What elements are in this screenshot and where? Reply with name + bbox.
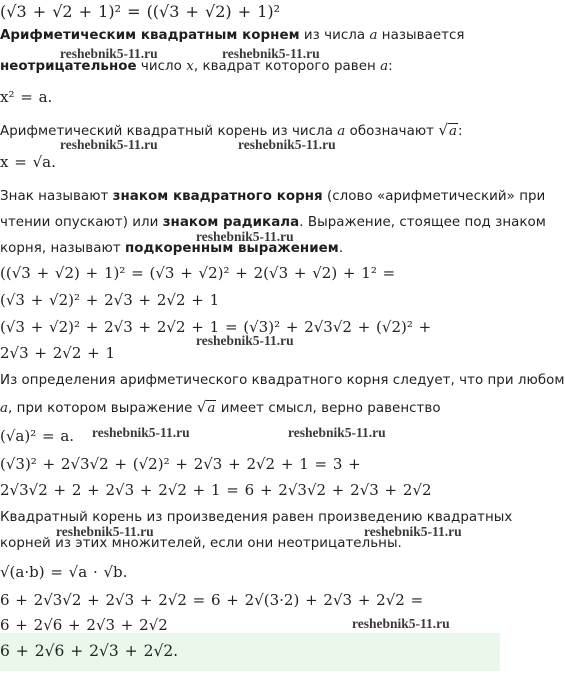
product-line-1: Квадратный корень из произведения равен произведению квадратных: [0, 510, 513, 525]
step1-line-1: ((√3 + √2) + 1)² = (√3 + √2)² + 2(√3 + √2) + 1² =: [0, 264, 396, 282]
watermark: reshebnik5-11.ru: [196, 229, 294, 244]
step4-line-2: 6 + 2√6 + 2√3 + 2√2: [0, 616, 168, 634]
sqrt-a: √a: [438, 121, 457, 139]
watermark: reshebnik5-11.ru: [352, 616, 450, 631]
property-line-2: a, при котором выражение √a имеет смысл, верно равенство: [0, 398, 441, 416]
step2-line-1: (√3 + √2)² + 2√3 + 2√2 + 1 = (√3)² + 2√3√2 + (√2)² +: [0, 318, 432, 336]
step2-line-2: 2√3 + 2√2 + 1: [0, 344, 116, 362]
equation-sqrt-a-squared: (√a)² = a.: [0, 427, 75, 445]
step1-line-2: (√3 + √2)² + 2√3 + 2√2 + 1: [0, 291, 220, 309]
notation-line: Арифметический квадратный корень из числа a обозначают √a:: [0, 121, 463, 139]
product-line-2: корней из этих множителей, если они неотрицательны.: [0, 536, 402, 551]
equation-x-squared: x² = a.: [0, 88, 53, 106]
watermark: reshebnik5-11.ru: [222, 46, 320, 61]
property-line-1: Из определения арифметического квадратного корня следует, что при любом: [0, 373, 565, 388]
watermark: reshebnik5-11.ru: [60, 137, 158, 152]
sign-line-2: чтении опускают) или знаком радикала. Выражение, стоящее под знаком: [0, 215, 546, 230]
step4-line-1: 6 + 2√3√2 + 2√3 + 2√2 = 6 + 2√(3·2) + 2√3 + 2√2 =: [0, 591, 424, 609]
heading-formula: (√3 + √2 + 1)² = ((√3 + √2) + 1)²: [0, 2, 281, 21]
equation-product-rule: √(a·b) = √a · √b.: [0, 563, 128, 581]
watermark: reshebnik5-11.ru: [92, 425, 190, 440]
sign-line-1: Знак называют знаком квадратного корня (слово «арифметический» при: [0, 189, 546, 204]
watermark: reshebnik5-11.ru: [56, 524, 154, 539]
definition-line-1: Арифметическим квадратным корнем из числа a называется: [0, 28, 465, 43]
step3-line-2: 2√3√2 + 2 + 2√3 + 2√2 + 1 = 6 + 2√3√2 + 2√3 + 2√2: [0, 481, 432, 499]
equation-x-sqrt-a: x = √a.: [0, 153, 56, 171]
watermark: reshebnik5-11.ru: [364, 524, 462, 539]
watermark: reshebnik5-11.ru: [196, 333, 294, 348]
final-answer: 6 + 2√6 + 2√3 + 2√2.: [0, 642, 179, 660]
definition-line-2: неотрицательное число x, квадрат которого равен a:: [0, 59, 393, 74]
sqrt-a: √a: [196, 398, 216, 416]
watermark: reshebnik5-11.ru: [288, 425, 386, 440]
watermark: reshebnik5-11.ru: [238, 137, 336, 152]
watermark: reshebnik5-11.ru: [60, 46, 158, 61]
definition-term: Арифметическим квадратным корнем: [0, 28, 300, 43]
sign-line-3: корня, называют подкоренным выражением.: [0, 241, 344, 256]
step3-line-1: (√3)² + 2√3√2 + (√2)² + 2√3 + 2√2 + 1 = 3 +: [0, 455, 361, 473]
